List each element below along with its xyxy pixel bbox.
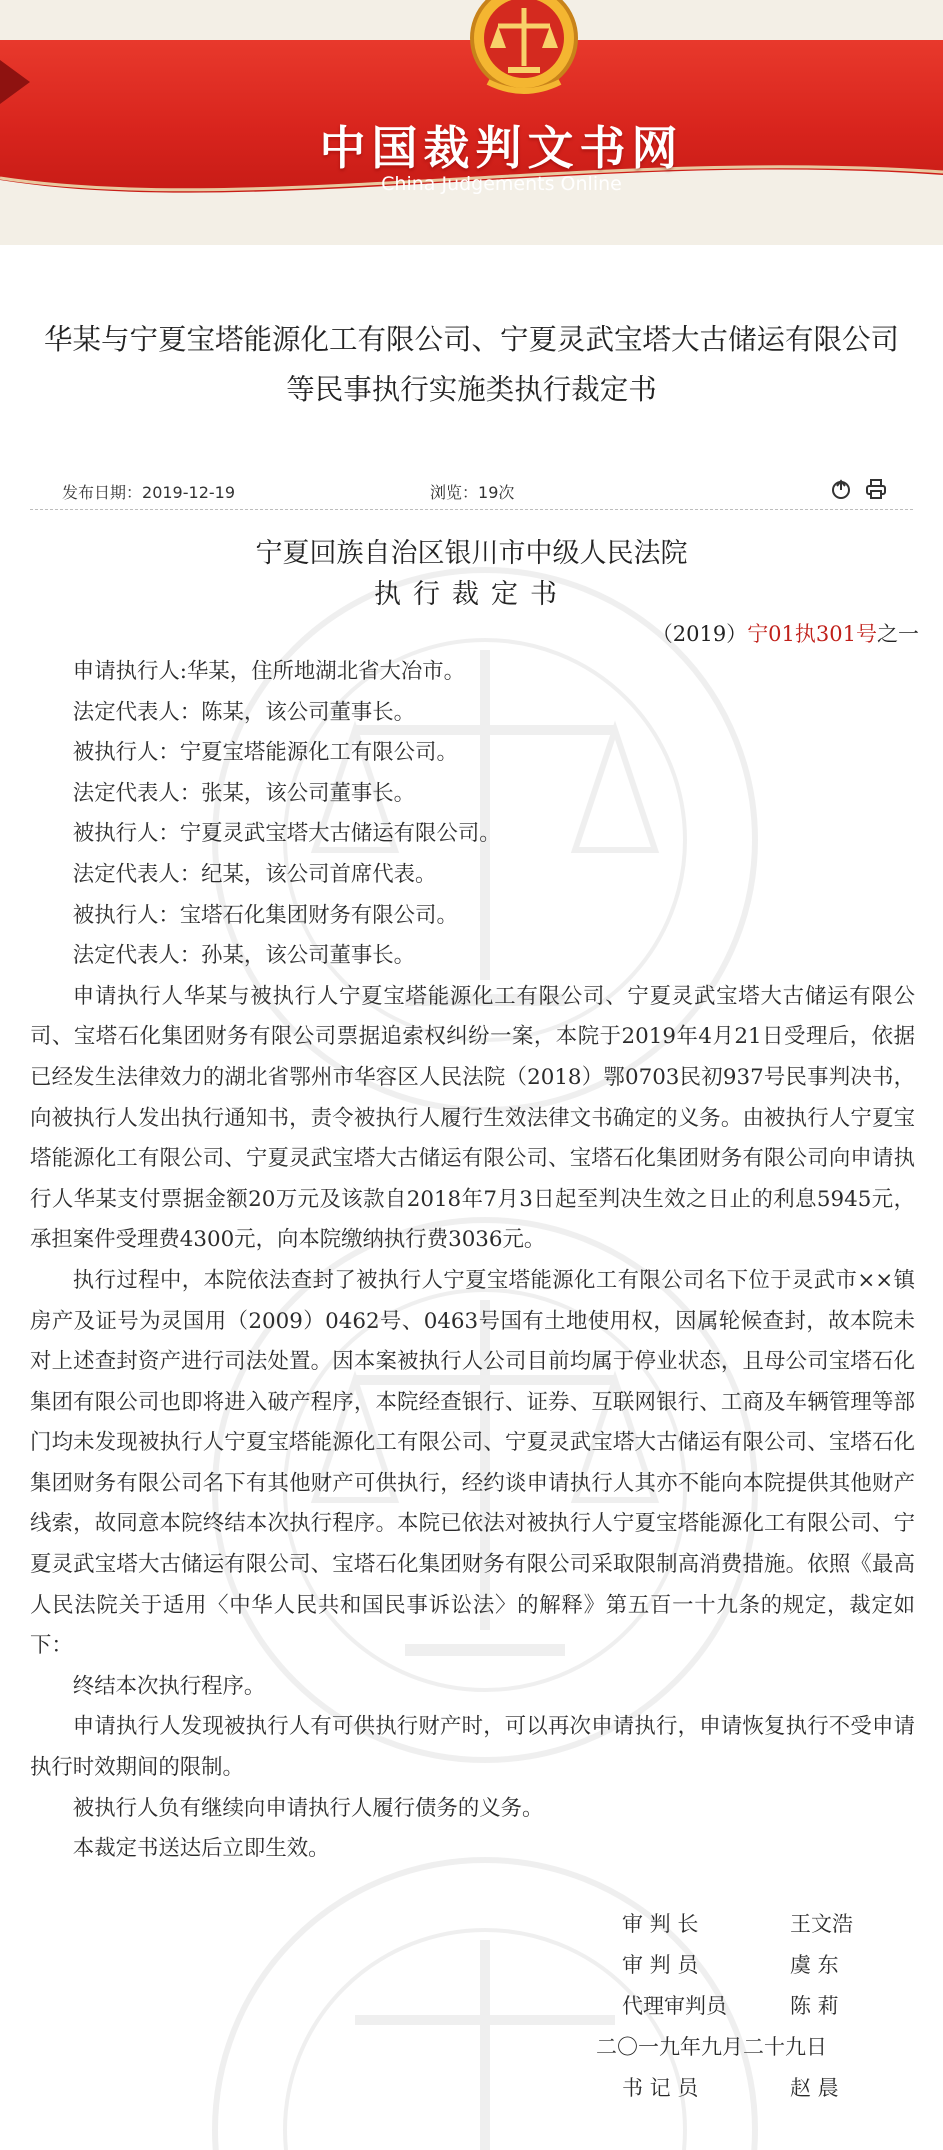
document-title [20, 315, 923, 415]
signature-role: 书 记 员 [622, 2076, 699, 2100]
signature-name: 王文浩 [790, 1912, 853, 1936]
document-type: 执行裁定书 [374, 579, 569, 610]
judgment-body [30, 652, 915, 1870]
party-line: 被执行人：宁夏灵武宝塔大古储运有限公司。 [72, 821, 501, 847]
party-line: 法定代表人：张某，该公司董事长。 [72, 780, 416, 806]
view-count [430, 480, 514, 503]
document-title-line: 等民事执行实施类执行裁定书 [286, 373, 657, 406]
site-title: 中国裁判文书网 [319, 121, 684, 175]
publish-date-value: 2019-12-19 [142, 483, 235, 502]
case-number-prefix: （2019） [651, 622, 748, 646]
party-line: 法定代表人：孙某，该公司董事长。 [72, 943, 416, 969]
body-paragraph: 执行过程中，本院依法查封了被执行人宁夏宝塔能源化工有限公司名下位于灵武市××镇房产及证号为灵国用（2009）0462号、0463号国有土地使用权，因属轮候查封，故本院未对上述查封资产进行司法处置。因本案被执行人公司目前均属于停业状态，且母公司宝塔石化集团有限公司也即将进入破产程序，本院经查银行、证券、互联网银行、工商及车辆管理等部门均未发现被执行人宁夏宝塔能源化工有限公司、宁夏灵武宝塔大古储运有限公司、宝塔石化集团财务有限公司名下有其他财产可供执行，经约谈申请执行人其亦不能向本院提供其他财产线索，故同意本院终结本次执行程序。本院已依法对被执行人宁夏宝塔能源化工有限公司、宁夏灵武宝塔大古储运有限公司、宝塔石化集团财务有限公司采取限制高消费措施。依照《最高人民法院关于适用〈中华人民共和国民事诉讼法〉的解释》第五百一十九条的规定，裁定如下： [30, 1267, 915, 1659]
doc-actions [830, 478, 895, 500]
signature-role: 代理审判员 [622, 1994, 727, 2018]
view-count-label: 浏览： [430, 483, 479, 502]
site-subtitle: China Judgements Online [381, 173, 622, 195]
body-paragraph: 本裁定书送达后立即生效。 [72, 1836, 330, 1862]
party-line: 被执行人：宁夏宝塔能源化工有限公司。 [72, 740, 458, 766]
meta-divider [30, 509, 913, 510]
view-count-value: 19次 [478, 483, 515, 502]
body-paragraph: 被执行人负有继续向申请执行人履行债务的义务。 [72, 1795, 544, 1821]
body-paragraph: 申请执行人发现被执行人有可供执行财产时，可以再次申请执行，申请恢复执行不受申请执行时效期间的限制。 [30, 1714, 915, 1781]
court-name: 宁夏回族自治区银川市中级人民法院 [255, 538, 688, 569]
publish-date-label: 发布日期： [62, 483, 143, 502]
case-number [652, 618, 919, 648]
document-title-line: 华某与宁夏宝塔能源化工有限公司、宁夏灵武宝塔大古储运有限公司 [43, 323, 899, 356]
body-paragraph: 终结本次执行程序。 [72, 1673, 266, 1699]
signature-name: 赵 晨 [790, 2076, 839, 2100]
signature-name: 陈 莉 [790, 1994, 839, 2018]
print-icon[interactable] [865, 478, 887, 500]
case-number-code: 宁01执301号 [747, 622, 877, 646]
banner-flag-decoration [0, 60, 30, 104]
party-line: 申请执行人:华某，住所地湖北省大冶市。 [72, 659, 466, 684]
party-line: 被执行人：宝塔石化集团财务有限公司。 [72, 902, 458, 928]
party-line: 法定代表人：陈某，该公司董事长。 [72, 699, 416, 725]
site-banner [0, 0, 943, 245]
signature-role: 审 判 员 [622, 1953, 699, 1977]
download-icon[interactable] [830, 478, 852, 500]
body-paragraph: 申请执行人华某与被执行人宁夏宝塔能源化工有限公司、宁夏灵武宝塔大古储运有限公司、宝塔石化集团财务有限公司票据追索权纠纷一案，本院于2019年4月21日受理后，依据已经发生法律效力的湖北省鄂州市华容区人民法院（2018）鄂0703民初937号民事判决书，向被执行人发出执行通知书，责令被执行人履行生效法律文书确定的义务。由被执行人宁夏宝塔能源化工有限公司、宁夏灵武宝塔大古储运有限公司、宝塔石化集团财务有限公司向申请执行人华某支付票据金额20万元及该款自2018年7月3日起至判决生效之日止的利息5945元，承担案件受理费4300元，向本院缴纳执行费3036元。 [30, 983, 915, 1253]
party-line: 法定代表人：纪某，该公司首席代表。 [72, 861, 437, 887]
signature-role: 审 判 长 [622, 1912, 699, 1936]
signature-name: 虞 东 [790, 1953, 839, 1977]
signature-date: 二〇一九年九月二十九日 [596, 2035, 827, 2059]
publish-date [62, 480, 235, 503]
court-emblem-icon [468, 0, 580, 96]
case-number-suffix: 之一 [877, 622, 919, 646]
